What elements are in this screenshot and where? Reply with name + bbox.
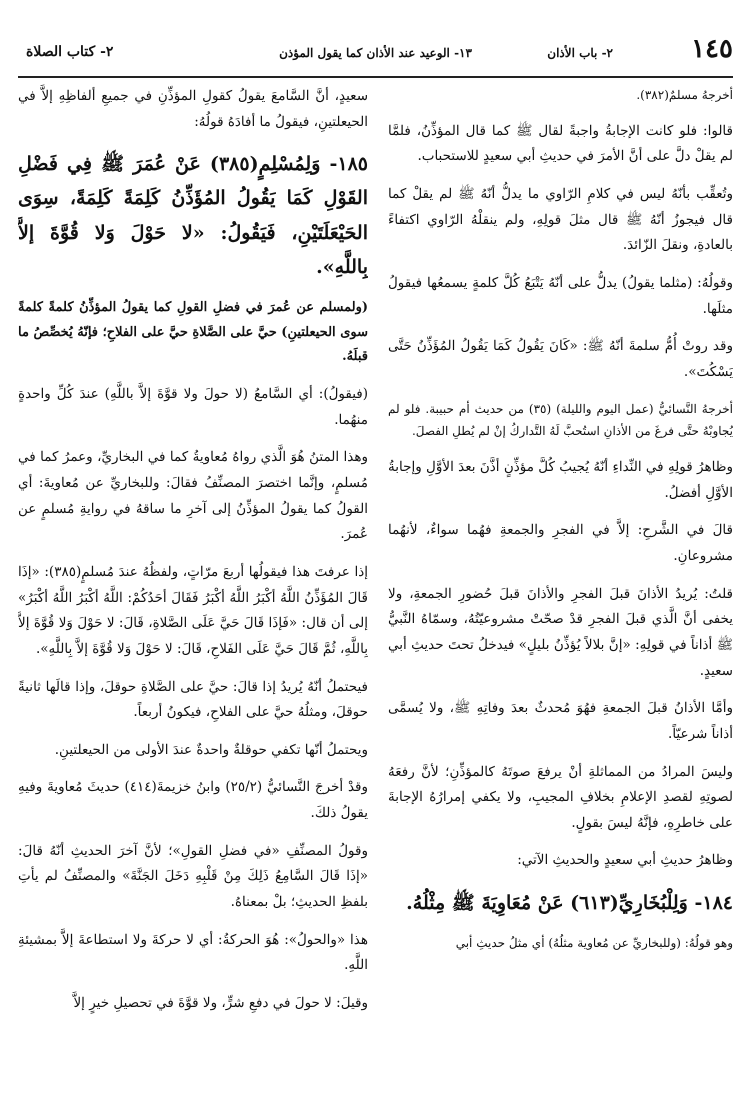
paragraph: إذا عرفتَ هذا فيقولُها أربعَ مرّاتٍ، ولفظُهُ عندَ مُسلمٍ(٣٨٥): «إذَا قَالَ المُؤَذِّنُ اللَّهُ أكْبَرُ اللَّهُ أكْبَرُ فَقَالَ أحَدُكُمْ: اللَّهُ أكْبَرُ اللَّهُ أكْبَرُ» إلى أن قال: «فَإذَا قَالَ حَيَّ عَلَى الصَّلاةِ، قَالَ: لا حَوْلَ وَلا قُوَّةَ إلاَّ بِاللَّهِ، ثُمَّ قَالَ حَيَّ عَلَى الفَلاحِ، قَالَ: لا حَوْلَ وَلا قُوَّةَ إلاَّ بِاللَّهِ».: [18, 563, 368, 657]
section-title: ١٣- الوعيد عند الأذان كما يقول المؤذن: [279, 46, 472, 60]
chapter-title-right: ٢- باب الأذان: [547, 46, 613, 60]
paragraph: وأمَّا الأذانُ قبلَ الجمعةِ فهُوَ مُحدثٌ بعدَ وفاتِهِ ﷺ، ولا يُسمَّى أذاناً شرعيّاً.: [388, 700, 733, 742]
paragraph: وقولُهُ: (مثلما يقولُ) يدلُّ على أنّهُ يَتْبَعُ كُلَّ كلمةٍ يسمعُها فيقولُ مثلَها.: [388, 275, 733, 317]
paragraph: وتُعقِّب بأنّهُ ليس في كلامِ الرّاوي ما يدلُّ أنّهُ ﷺ لم يقلْ كما قال فيجوزُ أنّهُ ﷺ قال مثلَ قولِهِ، ولم ينقلْهُ الرّاوي اكتفاءً بالعادةِ، ونقلَ الزّائدَ.: [388, 186, 733, 254]
paragraph: هذا «والحولُ»: هُوَ الحركةُ: أي لا حركةَ ولا استطاعةَ إلاَّ بمشيئةِ اللَّهِ.: [18, 931, 368, 974]
running-header: [18, 28, 733, 78]
paragraph: قلتُ: يُريدُ الأذانَ قبلَ الفجرِ والأذانَ قبلَ حُضورِ الجمعةِ، ولا يخفى أنَّ الَّذي قبلَ الفجرِ قدْ صحّتْ مشروعيّتُهُ، وسمّاهُ النَّبيُّ ﷺ أذاناً في قولِهِ: «إنَّ بلالاً يُؤذِّنُ بليلٍ» فيدخلُ تحتَ حديثِ أبي سعيدٍ.: [388, 585, 733, 679]
paragraph: وليسَ المرادُ من المماثلةِ أنْ يرفعَ صوتَهُ كالمؤذِّنِ؛ لأنَّ رفعَهُ لصوتِهِ لقصدِ الإعلامِ بخلافِ المجيبِ، ولا يكفي إمرارُهُ الإجابةَ على خاطرِهِ، فإنَّهُ ليسَ بقولٍ.: [388, 763, 733, 831]
right-text-column: [388, 84, 733, 1094]
commentary-heading: (ولمسلم عن عُمرَ في فضلِ القولِ كما يقولُ المؤذِّنُ كلمةً كلمةً سوى الحيعلتينِ) حيَّ على الصَّلاةِ حيَّ على الفلاحِ؛ فإنّهُ يُخصِّصُ ما قبلَهُ.: [18, 300, 368, 365]
paragraph: قالَ في الشَّرحِ: إلاَّ في الفجرِ والجمعةِ فهُما سواءٌ، لأنهُما مشروعانِ.: [388, 522, 733, 565]
paragraph: أخرجهُ النَّسائيُّ (عمل اليوم والليلة) (٣٥) من حديث أم حبيبة. فلو لم يُجاوبْهُ حتَّى فرغَ من الأذانِ استُحبَّ لَهُ التَّداركُ إنْ لم يُطلِ الفصلَ.: [388, 401, 733, 439]
paragraph: وهو قولُهُ: (وللبخاريِّ عن مُعاوية مثلُهُ) أي مثلُ حديثِ أبي: [455, 936, 733, 951]
paragraph: أخرجهُ مسلمٌ(٣٨٢).: [636, 88, 733, 102]
hadith-text: ١٨٤- وَلِلْبُخَارِيِّ(٦١٣) عَنْ مُعَاوِيَةَ ﷺ مِثْلُهُ.: [406, 892, 733, 915]
paragraph: وقد روتْ أُمُّ سلمةَ أنّهُ ﷺ: «كَانَ يَقُولُ كَمَا يَقُولُ المُؤَذِّنُ حَتَّى يَسْكُتَ».: [388, 338, 733, 380]
left-text-column: [18, 84, 368, 1094]
page-number: ١٤٥: [691, 34, 733, 64]
paragraph: وهذا المتنُ هُوَ الَّذي رواهُ مُعاويةُ كما في البخاريِّ، وعمرُ كما في مُسلمٍ، وإنَّما اختصرَ المصنِّفُ فقالَ: وللبخاريِّ عن مُعاويةَ: أي القولُ كما يقولُ المؤذِّنُ إلى آخرِ ما ساقهُ في روايةِ مُسلمٍ عن عُمرَ.: [18, 449, 368, 543]
paragraph: وظاهرُ قولِهِ في النِّداءِ أنّهُ يُجيبُ كُلَّ مؤذِّنٍ أذَّنَ بعدَ الأوَّلِ وإجابةُ الأوَّلِ أفضلُ.: [388, 459, 733, 501]
paragraph: قالوا: فلو كانت الإجابةُ واجبةً لقال ﷺ كما قال المؤذِّنُ، فلمَّا لم يقلْ دلَّ على أنَّ الأمرَ في حديثِ أبي سعيدٍ للاستحباب.: [388, 122, 733, 165]
paragraph: سعيدٍ، أنَّ السَّامعَ يقولُ كقولِ المؤذِّنِ في جميعِ ألفاظِهِ إلاَّ في الحيعلتينِ، فيقولُ ما أفادَهُ قولُهُ:: [18, 88, 368, 130]
paragraph: وقولُ المصنِّفِ «في فضلِ القولِ»؛ لأنَّ آخرَ الحديثِ أنّهُ قالَ: «إذَا قَالَ السَّامِعُ ذَلِكَ مِنْ قَلْبِهِ دَخَلَ الجَنَّةَ» والمصنِّفُ لم يأتِ بلفظِ الحديثِ؛ بلْ بمعناهُ.: [18, 842, 368, 910]
paragraph: فيحتملُ أنّهُ يُريدُ إذا قالَ: حيَّ على الصَّلاةِ حوقلَ، وإذا قالَها ثانيةً حوقلَ، ومثلُهُ حيَّ على الفلاحِ، فيكونُ أربعاً.: [18, 678, 368, 721]
paragraph: ويحتملُ أنّها تكفي حوقلةٌ واحدةٌ عندَ الأولى من الحيعلتينِ.: [54, 741, 368, 758]
chapter-title-left: ٢- كتاب الصلاة: [26, 44, 114, 60]
paragraph: وقدْ أخرجَ النَّسائيُّ (٢٥/٢) وابنُ خزيمةَ(٤١٤) حديثَ مُعاويةَ وفيهِ يقولُ ذلكَ.: [18, 779, 368, 822]
paragraph: وقيلَ: لا حولَ في دفعِ شرٍّ، ولا قوَّةَ في تحصيلِ خيرٍ إلاَّ: [73, 994, 368, 1011]
hadith-text: ١٨٥- وَلِمُسْلِمٍ(٣٨٥) عَنْ عُمَرَ ﷺ فِي فَضْلِ القَوْلِ كَمَا يَقُولُ المُؤَذِّنُ كَلِمَةً كَلِمَةً، سِوَى الحَيْعَلَتَيْنِ، فَيَقُولُ: «لا حَوْلَ وَلا قُوَّةَ إلاَّ بِاللَّهِ».: [18, 153, 368, 278]
paragraph: وظاهرُ حديثِ أبي سعيدٍ والحديثِ الآتي:: [517, 852, 733, 869]
paragraph: (فيقولُ): أي السَّامعُ (لا حولَ ولا قوَّةَ إلاَّ باللَّهِ) عندَ كُلِّ واحدةٍ منهُما.: [18, 386, 368, 428]
